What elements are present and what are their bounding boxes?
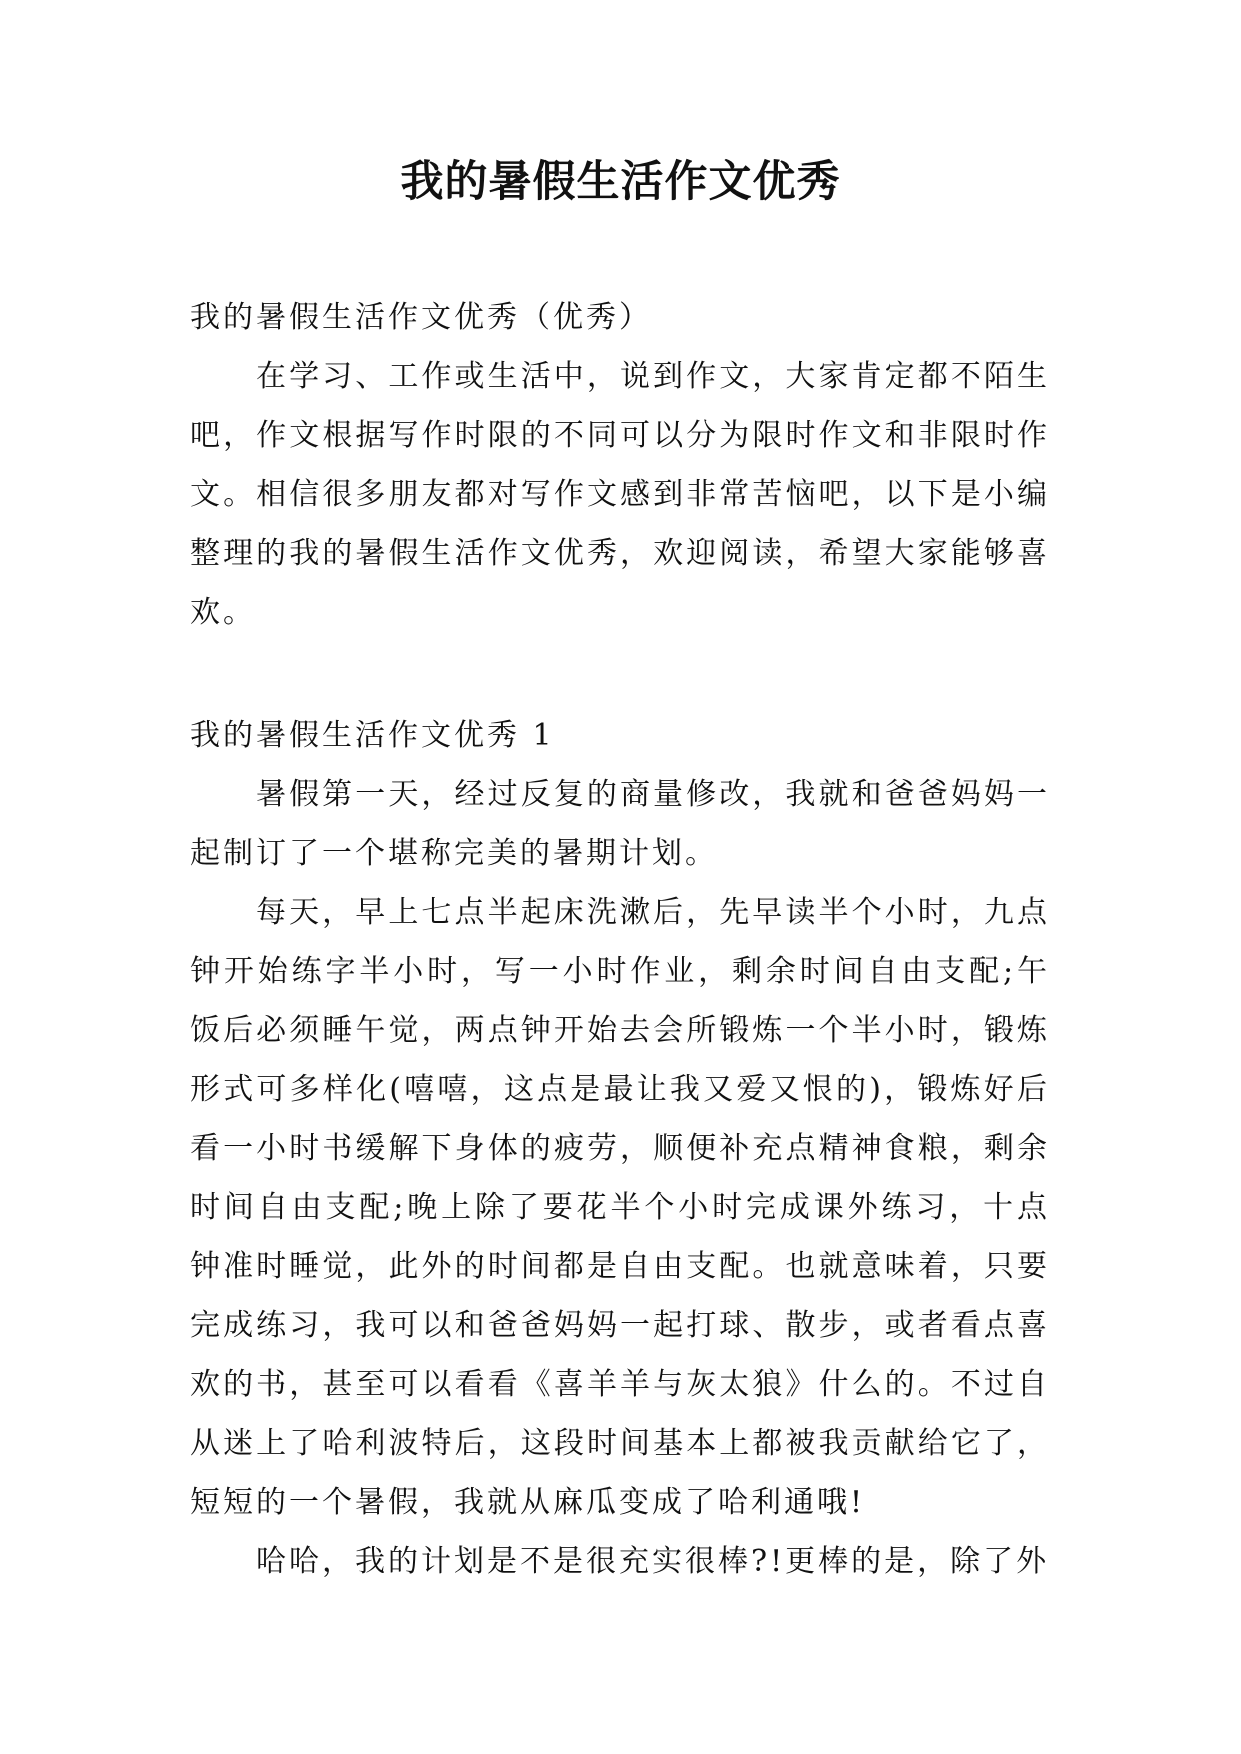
document-title: 我的暑假生活作文优秀 [400,157,841,207]
intro-paragraph: 在学习、工作或生活中，说到作文，大家肯定都不陌生吧，作文根据写作时限的不同可以分为限时作文和非限时作文。相信很多朋友都对写作文感到非常苦恼吧，以下是小编整理的我的暑假生活作文优秀，欢迎阅读，希望大家能够喜欢。 [190,359,1050,630]
body-paragraph: 每天，早上七点半起床洗漱后，先早读半个小时，九点钟开始练字半小时，写一小时作业，剩余时间自由支配;午饭后必须睡午觉，两点钟开始去会所锻炼一个半小时，锻炼形式可多样化(嘻嘻，这点是最让我又爱又恨的)，锻炼好后看一小时书缓解下身体的疲劳，顺便补充点精神食粮，剩余时间自由支配;晚上除了要花半个小时完成课外练习，十点钟准时睡觉，此外的时间都是自由支配。也就意味着，只要完成练习，我可以和爸爸妈妈一起打球、散步，或者看点喜欢的书，甚至可以看看《喜羊羊与灰太狼》什么的。不过自从迷上了哈利波特后，这段时间基本上都被我贡献给它了，短短的一个暑假，我就从麻瓜变成了哈利通哦! [190,895,1050,1520]
section-spacer [190,642,1050,706]
body-paragraph: 哈哈，我的计划是不是很充实很棒?!更棒的是，除了外 [256,1544,1050,1579]
body-paragraph: 暑假第一天，经过反复的商量修改，我就和爸爸妈妈一起制订了一个堪称完美的暑期计划。 [190,777,1050,871]
section-heading: 我的暑假生活作文优秀 1 [190,718,555,753]
document-body [190,288,1050,1591]
document-subtitle: 我的暑假生活作文优秀（优秀） [190,300,652,335]
